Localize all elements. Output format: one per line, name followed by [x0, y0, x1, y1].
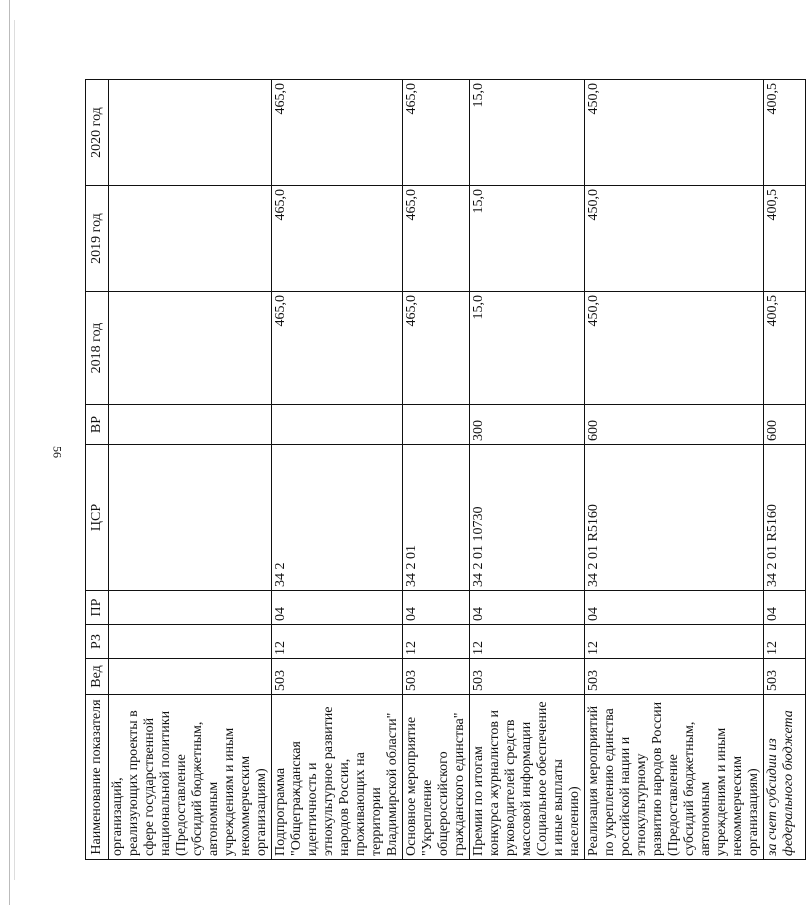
table-row	[470, 80, 585, 860]
cell-vr	[109, 405, 272, 445]
scan-edge-line	[9, 0, 10, 905]
cell-name: организаций, реализующих проекты в сфере государственной национальной политики (Предоставление субсидий бюджетным, автономным учреждениям и иным некоммерческим организациям)	[109, 695, 272, 860]
cell-2020: 465,0	[272, 80, 403, 186]
col-header-pr: ПР	[86, 591, 109, 625]
col-header-ved: Вед	[86, 659, 109, 695]
table-row	[109, 80, 272, 860]
cell-2019	[109, 186, 272, 292]
cell-2019: 400,5	[764, 186, 806, 292]
table-row	[764, 80, 806, 860]
cell-name: за счет субсидии из федерального бюджета	[764, 695, 806, 860]
cell-ved: 503	[470, 659, 585, 695]
cell-pr: 04	[272, 591, 403, 625]
cell-csr: 34 2 01 R5160	[764, 445, 806, 591]
col-header-2020: 2020 год	[86, 80, 109, 186]
cell-name: Реализация мероприятий по укреплению единства российской нации и этнокультурному развитию народов России (Предоставление субсидий бюджетным, автономным учреждениям и иным некоммерческим организациям)	[585, 695, 764, 860]
cell-2019: 15,0	[470, 186, 585, 292]
cell-vr	[403, 405, 470, 445]
cell-2018: 465,0	[403, 292, 470, 405]
cell-vr: 600	[585, 405, 764, 445]
budget-table	[85, 79, 806, 860]
cell-2020	[109, 80, 272, 186]
cell-vr: 300	[470, 405, 585, 445]
col-header-vr: ВР	[86, 405, 109, 445]
cell-ved	[109, 659, 272, 695]
cell-csr: 34 2	[272, 445, 403, 591]
page-number: 56	[50, 446, 65, 458]
table-row	[585, 80, 764, 860]
cell-2018	[109, 292, 272, 405]
col-header-csr: ЦСР	[86, 445, 109, 591]
cell-2019: 450,0	[585, 186, 764, 292]
cell-rz: 12	[403, 625, 470, 659]
cell-ved: 503	[764, 659, 806, 695]
cell-rz: 12	[585, 625, 764, 659]
cell-csr: 34 2 01	[403, 445, 470, 591]
cell-rz	[109, 625, 272, 659]
col-header-name: Наименование показателя	[86, 695, 109, 860]
cell-pr: 04	[764, 591, 806, 625]
scan-edge-line	[14, 20, 15, 880]
col-header-2018: 2018 год	[86, 292, 109, 405]
cell-2018: 465,0	[272, 292, 403, 405]
cell-2018: 450,0	[585, 292, 764, 405]
col-header-rz: РЗ	[86, 625, 109, 659]
table-row	[272, 80, 403, 860]
table-row	[403, 80, 470, 860]
cell-2020: 450,0	[585, 80, 764, 186]
cell-csr	[109, 445, 272, 591]
cell-2019: 465,0	[403, 186, 470, 292]
cell-2020: 465,0	[403, 80, 470, 186]
cell-csr: 34 2 01 10730	[470, 445, 585, 591]
cell-rz: 12	[764, 625, 806, 659]
cell-2019: 465,0	[272, 186, 403, 292]
cell-ved: 503	[403, 659, 470, 695]
cell-pr: 04	[403, 591, 470, 625]
table-header-row	[86, 80, 109, 860]
cell-vr	[272, 405, 403, 445]
col-header-2019: 2019 год	[86, 186, 109, 292]
cell-pr: 04	[585, 591, 764, 625]
cell-name: Подпрограмма "Общегражданская идентичность и этнокультурное развитие народов России, проживающих на территории Владимирской области"	[272, 695, 403, 860]
cell-csr: 34 2 01 R5160	[585, 445, 764, 591]
cell-vr: 600	[764, 405, 806, 445]
cell-2020: 15,0	[470, 80, 585, 186]
cell-name: Премии по итогам конкурса журналистов и руководителей средств массовой информации (Социальное обеспечение и иные выплаты населению)	[470, 695, 585, 860]
cell-name: Основное мероприятие "Укрепление общероссийского гражданского единства"	[403, 695, 470, 860]
cell-2020: 400,5	[764, 80, 806, 186]
budget-table-rotated	[85, 80, 796, 860]
cell-ved: 503	[272, 659, 403, 695]
cell-pr	[109, 591, 272, 625]
cell-rz: 12	[272, 625, 403, 659]
cell-rz: 12	[470, 625, 585, 659]
cell-2018: 400,5	[764, 292, 806, 405]
cell-pr: 04	[470, 591, 585, 625]
cell-ved: 503	[585, 659, 764, 695]
cell-2018: 15,0	[470, 292, 585, 405]
